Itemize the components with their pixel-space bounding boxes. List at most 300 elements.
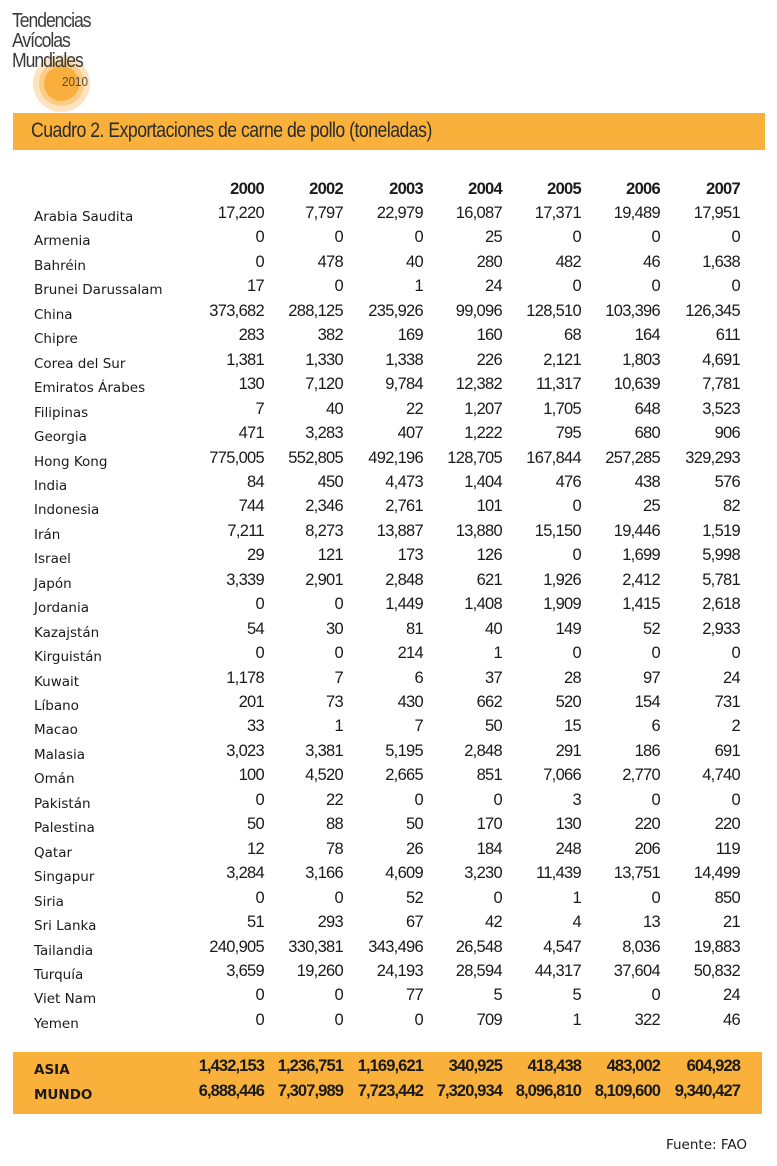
cell-value: 3,659 (226, 961, 264, 980)
cell-value: 84 (247, 472, 264, 491)
cell-value: 235,926 (368, 301, 423, 320)
cell-value: 8,036 (622, 937, 660, 956)
cell-value: 0 (334, 986, 343, 1005)
cell-value: 1,338 (385, 350, 423, 369)
cell-value: 17,371 (534, 204, 581, 222)
cell-value: 1 (572, 1010, 581, 1029)
country-name: Siria (34, 893, 64, 910)
table-row (0, 302, 777, 326)
country-name: China (34, 306, 73, 323)
cell-value: 12 (247, 839, 264, 858)
cell-value: 1,178 (226, 668, 264, 687)
cell-value: 1,222 (464, 424, 502, 443)
cell-value: 0 (572, 277, 581, 296)
cell-value: 1,330 (305, 350, 343, 369)
cell-value: 0 (414, 790, 423, 809)
cell-value: 19,883 (693, 937, 740, 956)
country-name: Bahréin (34, 257, 86, 274)
cell-value: 0 (255, 790, 264, 809)
cell-value: 0 (572, 644, 581, 663)
total-value: 1,169,621 (357, 1057, 423, 1075)
cell-value: 50,832 (693, 961, 740, 980)
cell-value: 214 (397, 644, 423, 663)
total-label: MUNDO (34, 1086, 93, 1103)
cell-value: 0 (334, 228, 343, 247)
cell-value: 201 (238, 693, 264, 711)
cell-value: 220 (714, 815, 740, 834)
logo-year: 2010 (62, 74, 89, 89)
cell-value: 906 (714, 424, 740, 443)
cell-value: 11,317 (535, 375, 581, 394)
cell-value: 709 (476, 1010, 502, 1029)
cell-value: 373,682 (209, 301, 264, 320)
cell-value: 430 (397, 693, 423, 711)
cell-value: 9,784 (385, 375, 423, 394)
cell-value: 0 (572, 497, 581, 516)
total-value: 418,438 (527, 1057, 581, 1075)
column-header: 2002 (309, 180, 343, 198)
cell-value: 12,382 (455, 375, 502, 394)
country-name: Filipinas (34, 404, 89, 421)
cell-value: 343,496 (368, 937, 423, 956)
country-name: Omán (34, 771, 75, 788)
cell-value: 50 (485, 717, 502, 736)
table-row (0, 277, 777, 301)
cell-value: 476 (555, 472, 581, 491)
cell-value: 3,339 (226, 570, 264, 589)
cell-value: 17,220 (217, 204, 264, 222)
cell-value: 450 (317, 472, 343, 491)
cell-value: 28 (564, 668, 581, 687)
cell-value: 7,120 (305, 375, 343, 394)
cell-value: 1,699 (622, 546, 660, 565)
cell-value: 1,207 (464, 399, 502, 418)
cell-value: 82 (723, 497, 740, 516)
cell-value: 648 (634, 399, 660, 418)
table-row (0, 815, 777, 839)
country-name: Irán (34, 526, 61, 543)
column-header: 2003 (389, 180, 423, 198)
cell-value: 33 (247, 717, 264, 736)
cell-value: 552,805 (288, 448, 343, 467)
total-value: 340,925 (448, 1057, 502, 1075)
cell-value: 126 (476, 546, 502, 565)
cell-value: 291 (555, 741, 581, 760)
cell-value: 16,087 (455, 204, 502, 222)
table-row (0, 766, 777, 790)
cell-value: 3 (572, 790, 581, 809)
cell-value: 26 (406, 839, 423, 858)
cell-value: 283 (238, 326, 264, 345)
table-header-row (0, 180, 777, 202)
table-title: Cuadro 2. Exportaciones de carne de pollo (toneladas) (31, 119, 432, 142)
cell-value: 7,066 (543, 766, 581, 785)
cell-value: 42 (485, 913, 502, 932)
cell-value: 1 (572, 888, 581, 907)
cell-value: 288,125 (288, 301, 343, 320)
cell-value: 1,519 (702, 521, 740, 540)
cell-value: 24 (485, 277, 502, 296)
cell-value: 13 (643, 913, 660, 932)
cell-value: 68 (564, 326, 581, 345)
table-row (0, 717, 777, 741)
cell-value: 0 (731, 790, 740, 809)
cell-value: 130 (238, 375, 264, 394)
cell-value: 1,909 (543, 595, 581, 614)
cell-value: 1,404 (464, 472, 502, 491)
country-name: Tailandia (34, 942, 94, 959)
cell-value: 4,473 (385, 472, 423, 491)
cell-value: 184 (476, 839, 502, 858)
cell-value: 0 (255, 986, 264, 1005)
logo-text-line1: Tendencias (12, 10, 91, 32)
table-title-bar (13, 113, 765, 150)
table-row (0, 400, 777, 424)
table-row (0, 595, 777, 619)
country-name: Armenia (34, 233, 91, 250)
cell-value: 0 (572, 546, 581, 565)
cell-value: 482 (555, 252, 581, 271)
cell-value: 7,781 (702, 375, 740, 394)
cell-value: 257,285 (605, 448, 660, 467)
column-header: 2004 (468, 180, 502, 198)
table-row (0, 326, 777, 350)
cell-value: 7 (334, 668, 343, 687)
cell-value: 51 (247, 913, 264, 932)
cell-value: 37 (485, 668, 502, 687)
cell-value: 1,449 (385, 595, 423, 614)
table-row (0, 546, 777, 570)
total-value: 7,320,934 (436, 1081, 502, 1100)
cell-value: 13,880 (455, 521, 502, 540)
column-header: 2007 (706, 180, 740, 198)
logo (12, 8, 122, 108)
cell-value: 128,705 (447, 448, 502, 467)
cell-value: 407 (397, 424, 423, 443)
table-row (0, 840, 777, 864)
cell-value: 15 (564, 717, 581, 736)
cell-value: 5,195 (385, 741, 423, 760)
cell-value: 4 (572, 913, 581, 932)
total-value: 1,432,153 (198, 1057, 264, 1075)
cell-value: 40 (326, 399, 343, 418)
cell-value: 329,293 (685, 448, 740, 467)
table-row (0, 938, 777, 962)
cell-value: 5 (493, 986, 502, 1005)
total-value: 604,928 (686, 1057, 740, 1075)
cell-value: 1,705 (543, 399, 581, 418)
country-name: Jordania (34, 600, 89, 617)
table-row (0, 228, 777, 252)
cell-value: 3,283 (305, 424, 343, 443)
column-header: 2000 (230, 180, 264, 198)
cell-value: 67 (406, 913, 423, 932)
cell-value: 611 (715, 326, 740, 345)
cell-value: 17,951 (693, 204, 740, 222)
table-row (0, 522, 777, 546)
cell-value: 520 (555, 693, 581, 711)
country-name: India (34, 477, 68, 494)
cell-value: 0 (731, 277, 740, 296)
table-row (0, 253, 777, 277)
cell-value: 3,523 (702, 399, 740, 418)
cell-value: 13,887 (376, 521, 423, 540)
cell-value: 0 (334, 888, 343, 907)
cell-value: 0 (414, 1010, 423, 1029)
cell-value: 0 (255, 228, 264, 247)
country-name: Corea del Sur (34, 355, 126, 372)
column-header: 2006 (626, 180, 660, 198)
cell-value: 0 (572, 228, 581, 247)
cell-value: 19,260 (296, 961, 343, 980)
cell-value: 2,770 (622, 766, 660, 785)
table-row (0, 1011, 777, 1035)
cell-value: 226 (476, 350, 502, 369)
cell-value: 471 (238, 424, 264, 443)
cell-value: 128,510 (526, 301, 581, 320)
total-row (0, 1057, 777, 1081)
table-row (0, 571, 777, 595)
cell-value: 7,797 (305, 204, 343, 222)
cell-value: 2,848 (385, 570, 423, 589)
cell-value: 3,023 (226, 741, 264, 760)
cell-value: 293 (317, 913, 343, 932)
cell-value: 7 (255, 399, 264, 418)
cell-value: 0 (731, 644, 740, 663)
cell-value: 0 (334, 277, 343, 296)
cell-value: 126,345 (685, 301, 740, 320)
cell-value: 2,761 (385, 497, 423, 516)
cell-value: 6 (414, 668, 423, 687)
table-row (0, 351, 777, 375)
cell-value: 29 (247, 546, 264, 565)
cell-value: 30 (326, 619, 343, 638)
cell-value: 46 (643, 252, 660, 271)
cell-value: 88 (326, 815, 343, 834)
cell-value: 169 (397, 326, 423, 345)
cell-value: 11,439 (535, 864, 581, 883)
table-row (0, 424, 777, 448)
cell-value: 119 (715, 839, 740, 858)
country-name: Malasia (34, 746, 86, 763)
source-note: Fuente: FAO (665, 1137, 747, 1153)
cell-value: 54 (247, 619, 264, 638)
cell-value: 1,803 (622, 350, 660, 369)
cell-value: 10,639 (613, 375, 660, 394)
cell-value: 24 (723, 986, 740, 1005)
total-value: 1,236,751 (277, 1057, 343, 1075)
cell-value: 3,284 (226, 864, 264, 883)
table-row (0, 204, 777, 228)
cell-value: 4,547 (543, 937, 581, 956)
cell-value: 78 (326, 839, 343, 858)
table-row (0, 375, 777, 399)
cell-value: 0 (731, 228, 740, 247)
cell-value: 52 (643, 619, 660, 638)
cell-value: 2,121 (543, 350, 581, 369)
cell-value: 52 (406, 888, 423, 907)
cell-value: 0 (651, 644, 660, 663)
table-row (0, 742, 777, 766)
table-row (0, 620, 777, 644)
cell-value: 1,415 (622, 595, 660, 614)
country-name: Viet Nam (34, 991, 97, 1008)
cell-value: 164 (634, 326, 660, 345)
cell-value: 744 (238, 497, 264, 516)
cell-value: 50 (406, 815, 423, 834)
cell-value: 478 (317, 252, 343, 271)
cell-value: 240,905 (209, 937, 264, 956)
country-name: Qatar (34, 844, 73, 861)
cell-value: 7 (414, 717, 423, 736)
cell-value: 101 (476, 497, 502, 516)
country-name: Yemen (34, 1015, 79, 1032)
table-row (0, 791, 777, 815)
country-name: Georgia (34, 429, 87, 446)
cell-value: 2,665 (385, 766, 423, 785)
cell-value: 851 (476, 766, 502, 785)
total-label: ASIA (34, 1062, 70, 1078)
cell-value: 5,781 (702, 570, 740, 589)
cell-value: 850 (714, 888, 740, 907)
country-name: Macao (34, 722, 78, 739)
cell-value: 0 (255, 888, 264, 907)
cell-value: 220 (634, 815, 660, 834)
cell-value: 280 (476, 252, 502, 271)
cell-value: 382 (317, 326, 343, 345)
cell-value: 731 (714, 693, 740, 711)
cell-value: 0 (255, 252, 264, 271)
table-row (0, 962, 777, 986)
total-value: 8,096,810 (515, 1081, 581, 1100)
cell-value: 21 (723, 913, 740, 932)
cell-value: 322 (634, 1010, 660, 1029)
cell-value: 4,609 (385, 864, 423, 883)
cell-value: 37,604 (613, 961, 660, 980)
total-row (0, 1082, 777, 1106)
cell-value: 0 (651, 228, 660, 247)
cell-value: 0 (334, 595, 343, 614)
cell-value: 0 (493, 888, 502, 907)
cell-value: 795 (555, 424, 581, 443)
cell-value: 0 (334, 1010, 343, 1029)
cell-value: 0 (255, 595, 264, 614)
cell-value: 1 (414, 277, 423, 296)
cell-value: 2,848 (464, 741, 502, 760)
cell-value: 100 (238, 766, 264, 785)
cell-value: 680 (634, 424, 660, 443)
cell-value: 4,691 (702, 350, 740, 369)
cell-value: 44,317 (534, 961, 581, 980)
cell-value: 13,751 (613, 864, 660, 883)
table-row (0, 889, 777, 913)
table-row (0, 473, 777, 497)
table-row (0, 449, 777, 473)
cell-value: 1,408 (464, 595, 502, 614)
cell-value: 46 (723, 1010, 740, 1029)
cell-value: 25 (643, 497, 660, 516)
country-name: Chipre (34, 331, 78, 348)
cell-value: 19,446 (613, 521, 660, 540)
cell-value: 19,489 (613, 204, 660, 222)
cell-value: 0 (334, 644, 343, 663)
cell-value: 5,998 (702, 546, 740, 565)
country-name: Hong Kong (34, 453, 108, 470)
cell-value: 4,520 (305, 766, 343, 785)
cell-value: 1 (493, 644, 502, 663)
country-name: Brunei Darussalam (34, 282, 163, 299)
cell-value: 3,166 (305, 864, 343, 883)
cell-value: 492,196 (368, 448, 423, 467)
cell-value: 103,396 (605, 301, 660, 320)
cell-value: 186 (634, 741, 660, 760)
country-name: Indonesia (34, 502, 100, 519)
cell-value: 2,412 (622, 570, 660, 589)
cell-value: 173 (397, 546, 423, 565)
cell-value: 40 (485, 619, 502, 638)
cell-value: 73 (326, 693, 343, 711)
cell-value: 248 (555, 839, 581, 858)
country-name: Kazajstán (34, 624, 100, 641)
cell-value: 15,150 (534, 521, 581, 540)
cell-value: 40 (406, 252, 423, 271)
cell-value: 5 (572, 986, 581, 1005)
cell-value: 0 (493, 790, 502, 809)
table-row (0, 913, 777, 937)
country-name: Palestina (34, 820, 95, 837)
country-name: Kuwait (34, 673, 80, 690)
total-value: 6,888,446 (198, 1081, 264, 1100)
table-row (0, 986, 777, 1010)
cell-value: 99,096 (455, 301, 502, 320)
cell-value: 0 (414, 228, 423, 247)
country-name: Arabia Saudita (34, 209, 134, 225)
country-name: Kirguistán (34, 649, 102, 666)
cell-value: 28,594 (455, 961, 502, 980)
total-value: 7,307,989 (277, 1081, 343, 1100)
cell-value: 24 (723, 668, 740, 687)
cell-value: 1,381 (226, 350, 264, 369)
country-name: Israel (34, 551, 71, 568)
country-name: Sri Lanka (34, 918, 97, 935)
table-row (0, 644, 777, 668)
table-row (0, 497, 777, 521)
cell-value: 22 (326, 790, 343, 809)
cell-value: 97 (643, 668, 660, 687)
cell-value: 81 (406, 619, 423, 638)
cell-value: 691 (714, 741, 740, 760)
cell-value: 2,346 (305, 497, 343, 516)
cell-value: 50 (247, 815, 264, 834)
cell-value: 1,926 (543, 570, 581, 589)
cell-value: 77 (406, 986, 423, 1005)
cell-value: 7,211 (227, 521, 264, 540)
cell-value: 3,230 (464, 864, 502, 883)
cell-value: 1 (334, 717, 343, 736)
cell-value: 0 (255, 644, 264, 663)
cell-value: 0 (651, 277, 660, 296)
cell-value: 0 (255, 1010, 264, 1029)
cell-value: 167,844 (526, 448, 581, 467)
cell-value: 8,273 (305, 521, 343, 540)
cell-value: 330,381 (288, 937, 343, 956)
country-name: Pakistán (34, 795, 91, 812)
cell-value: 2 (731, 717, 740, 736)
cell-value: 149 (555, 619, 581, 638)
cell-value: 206 (634, 839, 660, 858)
cell-value: 22,979 (376, 204, 423, 222)
logo-text-line3: Mundiales (12, 50, 83, 72)
